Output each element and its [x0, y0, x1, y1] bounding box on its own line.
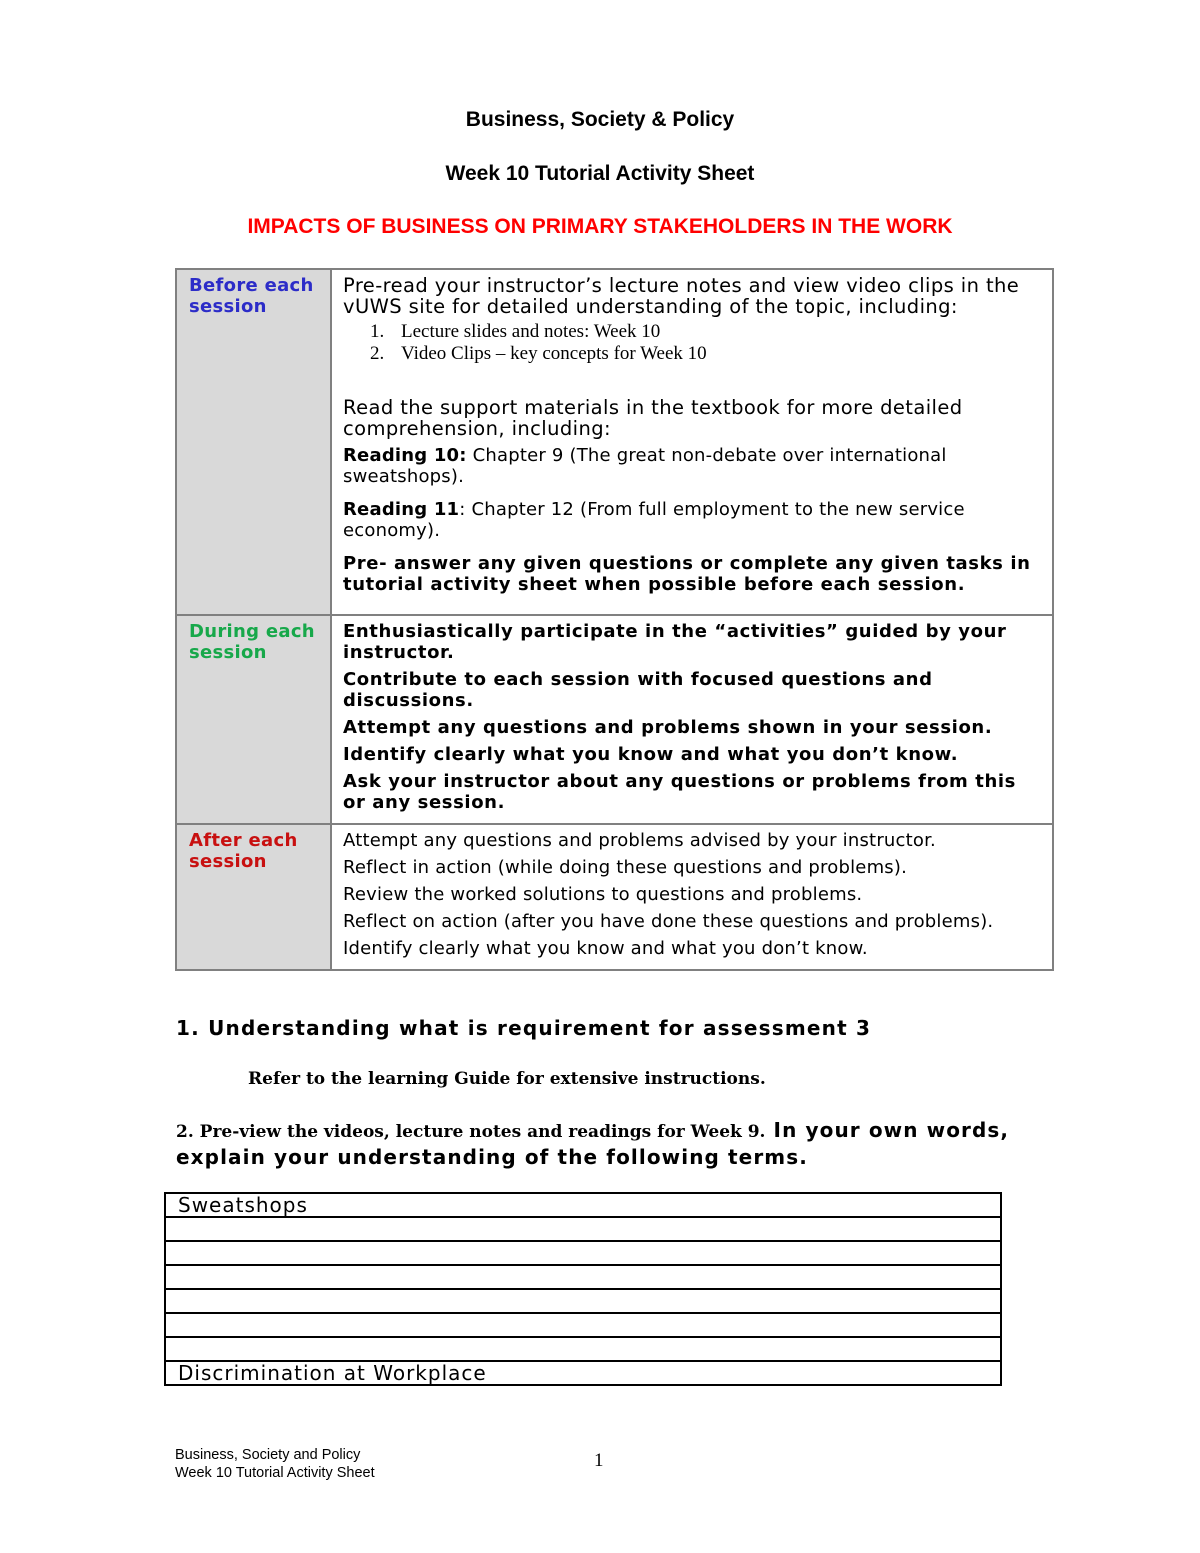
page-number: 1	[594, 1450, 604, 1471]
reading-10	[343, 445, 1042, 487]
during-item: Ask your instructor about any questions or problems from this or any session.	[343, 771, 1016, 813]
session-plan-table	[175, 268, 1054, 971]
before-intro: Pre-read your instructor’s lecture notes and view video clips in the vUWS site for detailed understanding of the topic, including:	[343, 274, 1020, 318]
answer-line[interactable]	[165, 1337, 1001, 1361]
during-item: Attempt any questions and problems shown in your session.	[343, 717, 993, 738]
course-title: Business, Society & Policy	[465, 108, 735, 131]
during-content	[331, 615, 1053, 824]
answer-line[interactable]	[165, 1241, 1001, 1265]
before-label: Before each session	[176, 269, 331, 615]
reading-11-label: Reading 11	[343, 499, 460, 520]
after-item: Identify clearly what you know and what you don’t know.	[343, 938, 868, 959]
after-row	[176, 824, 1053, 970]
support-text: Read the support materials in the textbook for more detailed comprehension, including:	[343, 396, 963, 440]
section-1-note: Refer to the learning Guide for extensive instructions.	[248, 1069, 766, 1089]
during-label: During each session	[176, 615, 331, 824]
list-item: 1. Lecture slides and notes: Week 10	[389, 321, 1042, 343]
section-2-rest: In your own words, explain your understanding of the following terms.	[176, 1118, 1010, 1169]
answer-line[interactable]	[165, 1217, 1001, 1241]
during-item: Contribute to each session with focused questions and discussions.	[343, 669, 933, 711]
sheet-title: Week 10 Tutorial Activity Sheet	[445, 162, 755, 185]
pre-answer-text: Pre- answer any given questions or complete any given tasks in tutorial activity sheet when possible before each session.	[343, 553, 1031, 595]
after-item: Attempt any questions and problems advised by your instructor.	[343, 830, 936, 851]
during-row	[176, 615, 1053, 824]
answer-line[interactable]	[165, 1265, 1001, 1289]
term-sweatshops: Sweatshops	[165, 1193, 1001, 1217]
answer-line[interactable]	[165, 1313, 1001, 1337]
after-item: Review the worked solutions to questions and problems.	[343, 884, 863, 905]
after-item: Reflect on action (after you have done these questions and problems).	[343, 911, 994, 932]
during-item: Enthusiastically participate in the “activities” guided by your instructor.	[343, 621, 1007, 663]
section-2-prefix: 2. Pre-view the videos, lecture notes and readings for Week 9.	[176, 1122, 766, 1142]
list-item: 2. Video Clips – key concepts for Week 10	[389, 343, 1042, 365]
answer-line[interactable]	[165, 1289, 1001, 1313]
reading-10-label: Reading 10:	[343, 445, 467, 466]
reading-10-text: Chapter 9 (The great non-debate over international sweatshops).	[343, 445, 947, 487]
footer-line-1: Business, Society and Policy	[175, 1447, 361, 1463]
terms-table	[164, 1192, 1002, 1386]
after-item: Reflect in action (while doing these questions and problems).	[343, 857, 908, 878]
reading-11	[343, 499, 1042, 541]
before-list	[343, 321, 1042, 365]
footer-line-2: Week 10 Tutorial Activity Sheet	[175, 1465, 375, 1481]
section-1-heading: 1. Understanding what is requirement for assessment 3	[176, 1016, 872, 1040]
page-footer	[175, 1446, 375, 1482]
before-row	[176, 269, 1053, 615]
section-2-heading	[176, 1118, 1056, 1170]
reading-11-text: : Chapter 12 (From full employment to the new service economy).	[343, 499, 965, 541]
topic-title: IMPACTS OF BUSINESS ON PRIMARY STAKEHOLDERS IN THE WORK	[247, 215, 953, 238]
after-content	[331, 824, 1053, 970]
before-content	[331, 269, 1053, 615]
during-item: Identify clearly what you know and what you don’t know.	[343, 744, 959, 765]
after-label: After each session	[176, 824, 331, 970]
term-discrimination: Discrimination at Workplace	[165, 1361, 1001, 1385]
